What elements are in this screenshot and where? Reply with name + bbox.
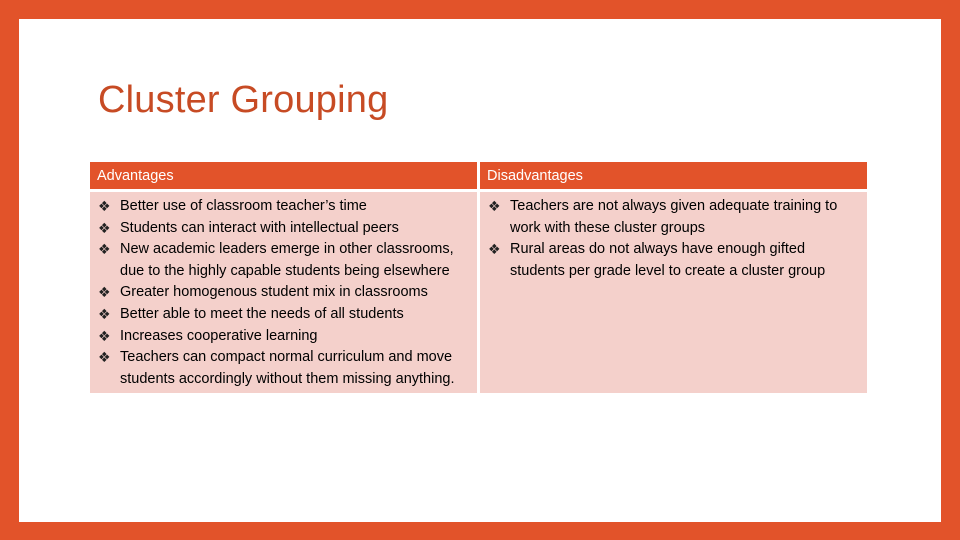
list-item <box>98 347 473 390</box>
disadvantages-cell <box>479 191 868 394</box>
advantages-cell <box>90 191 479 394</box>
disadvantage-text: Rural areas do not always have enough gifted students per grade level to create a cluster group <box>510 241 826 279</box>
diamond-bullet-icon: ❖ <box>98 219 111 236</box>
comparison-table <box>90 162 867 393</box>
diamond-bullet-icon: ❖ <box>488 198 501 214</box>
list-item <box>98 218 473 240</box>
header-disadvantages: Disadvantages <box>479 162 868 191</box>
disadvantages-list <box>488 196 863 282</box>
list-item <box>98 282 473 304</box>
diamond-bullet-icon: ❖ <box>98 241 111 258</box>
header-advantages: Advantages <box>90 162 479 191</box>
list-item <box>488 196 863 239</box>
advantage-text: Teachers can compact normal curriculum and move students accordingly without them missing anything. <box>120 349 455 387</box>
slide-title: Cluster Grouping <box>98 79 389 121</box>
disadvantage-text: Teachers are not always given adequate training to work with these cluster groups <box>510 198 838 236</box>
diamond-bullet-icon: ❖ <box>98 198 111 214</box>
table-header-row <box>90 162 867 191</box>
advantage-text: Better use of classroom teacher’s time <box>120 198 367 214</box>
diamond-bullet-icon: ❖ <box>488 241 501 258</box>
advantage-text: Students can interact with intellectual peers <box>120 219 399 236</box>
diamond-bullet-icon: ❖ <box>98 305 111 322</box>
advantage-text: Better able to meet the needs of all students <box>120 305 404 322</box>
diamond-bullet-icon: ❖ <box>98 349 111 366</box>
list-item <box>98 239 473 282</box>
list-item <box>98 304 473 326</box>
advantage-text: Increases cooperative learning <box>120 327 318 344</box>
advantage-text: New academic leaders emerge in other classrooms, due to the highly capable students being elsewhere <box>120 241 454 279</box>
advantage-text: Greater homogenous student mix in classrooms <box>120 284 428 301</box>
diamond-bullet-icon: ❖ <box>98 327 111 344</box>
slide <box>19 19 941 522</box>
list-item <box>98 326 473 348</box>
table-row <box>90 191 867 394</box>
list-item <box>488 239 863 282</box>
advantages-list <box>98 196 473 390</box>
list-item <box>98 196 473 218</box>
diamond-bullet-icon: ❖ <box>98 284 111 301</box>
